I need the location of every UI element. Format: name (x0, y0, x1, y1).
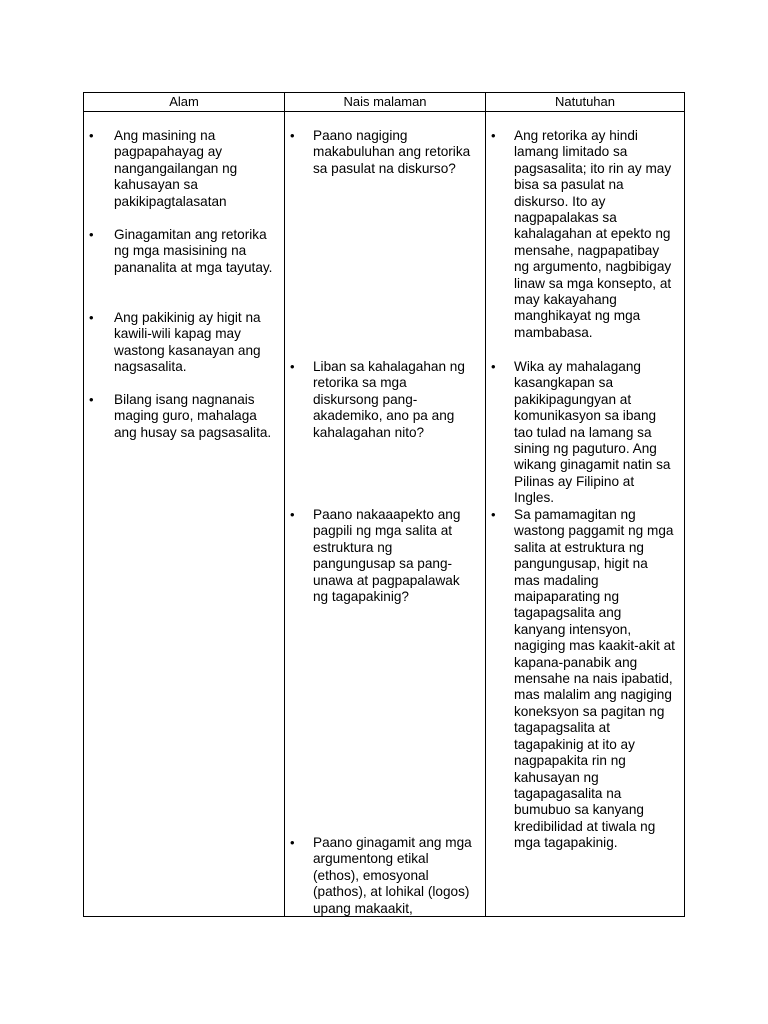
column-natutuhan (486, 112, 684, 916)
bullet: • (89, 392, 94, 407)
header-nais-malaman: Nais malaman (343, 94, 427, 109)
list-item (290, 835, 482, 917)
bullet: • (491, 128, 496, 143)
column-nais-malaman (285, 112, 485, 916)
bullet: • (290, 835, 295, 850)
list-item-text: Ang masining na pagpapahayag ay nangangailangan ng kahusayan sa pakikipagtalasatan (114, 128, 238, 209)
bullet: • (290, 128, 295, 143)
list-item (290, 128, 482, 177)
kwl-table (83, 92, 685, 917)
list-item-text: Bilang isang nagnanais maging guro, mahalaga ang husay sa pagsasalita. (114, 392, 272, 440)
list-item (491, 359, 683, 507)
header-natutuhan: Natutuhan (555, 94, 615, 109)
list-item-text: Ginagamitan ang retorika ng mga masisining na pananalita at mga tayutay. (114, 227, 273, 275)
header-alam: Alam (169, 94, 199, 109)
list-item (491, 507, 683, 852)
column-alam (84, 112, 284, 916)
list-item-text: Wika ay mahalagang kasangkapan sa pakikipagungyan at komunikasyon sa ibang tao tulad na lamang sa sining ng paguturo. Ang wikang ginagamit natin sa Pilinas ay Filipino at Ingles. (514, 359, 671, 506)
list-item (290, 359, 482, 441)
list-item (491, 128, 683, 341)
list-item-text: Liban sa kahalagahan ng retorika sa mga diskursong pang- akademiko, ano pa ang kahalagahan nito? (313, 359, 465, 440)
list-item (89, 310, 279, 376)
bullet: • (290, 359, 295, 374)
list-item (89, 392, 279, 441)
bullet: • (290, 507, 295, 522)
bullet: • (89, 310, 94, 325)
list-item (89, 227, 279, 276)
bullet: • (89, 227, 94, 242)
list-item-text: Sa pamamagitan ng wastong paggamit ng mga salita at estruktura ng pangungusap, higit na mas madaling maipaparating ng tagapagsalita ang kanyang intensyon, nagiging mas kaakit-akit at kapana-panabik ang mensahe na nais ipabatid, mas malalim ang nagiging koneksyon sa pagitan ng tagapagsalita at tagapakinig at ito ay nagpapakita rin ng kahusayan ng tagapagasalita na bumubuo sa kanyang kredibilidad at tiwala ng mga tagapakinig. (514, 507, 675, 851)
list-item (290, 507, 482, 605)
table-header-row (84, 93, 684, 112)
list-item-text: Paano nagiging makabuluhan ang retorika sa pasulat na diskurso? (313, 128, 471, 176)
list-item-text: Paano nakaaapekto ang pagpili ng mga salita at estruktura ng pangungusap sa pang- unawa at pagpapalawak ng tagapakinig? (313, 507, 461, 605)
list-item-text: Ang retorika ay hindi lamang limitado sa pagsasalita; ito rin ay may bisa sa pasulat na diskurso. Ito ay nagpapalakas sa kahalagahan at epekto ng mensahe, nagpapatibay ng argumento, nagbibigay linaw sa mga konsepto, at may kakayahang manghikayat ng mga mambabasa. (514, 128, 672, 340)
bullet: • (491, 507, 496, 522)
list-item-text: Paano ginagamit ang mga argumentong etikal (ethos), emosyonal (pathos), at lohikal (logos) upang makaakit, (313, 835, 472, 916)
list-item (89, 128, 279, 210)
bullet: • (89, 128, 94, 143)
list-item-text: Ang pakikinig ay higit na kawili-wili kapag may wastong kasanayan ang nagsasalita. (114, 310, 261, 375)
bullet: • (491, 359, 496, 374)
